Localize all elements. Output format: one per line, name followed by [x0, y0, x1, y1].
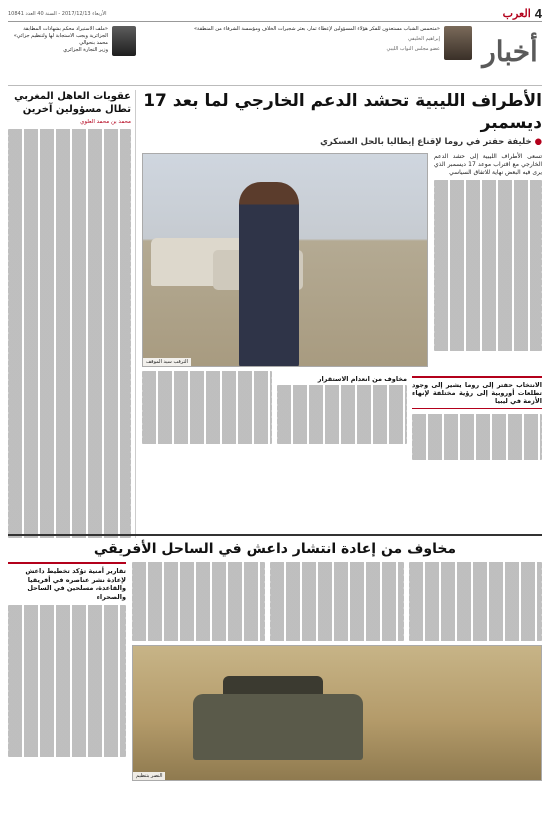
text-column: [412, 371, 542, 460]
newspaper-logo: العرب: [502, 7, 531, 20]
bullet-icon: ●: [534, 137, 542, 147]
vehicle-shape: [193, 694, 363, 760]
story2-body: [8, 562, 542, 781]
text-column: [409, 562, 542, 641]
side-text: [8, 605, 126, 757]
story2-side: [8, 562, 126, 781]
story2-headline: مخاوف من إعادة انتشار داعش في الساحل الأفريقي: [93, 541, 457, 557]
story2-photo: [132, 645, 542, 781]
inner-heading: مخاوف من انعدام الاستقرار: [317, 375, 407, 383]
right-story: [8, 90, 136, 538]
dateline: الأربعاء 2017/12/13 - السنة 40 العدد 10841: [8, 10, 107, 17]
lead-intro: تسعى الأطراف الليبية إلى حشد الدعم الخارجي مع اقتراب موعد 17 ديسمبر الذي يرى فيه البعض نهاية للاتفاق السياسي: [434, 153, 542, 176]
page-number: 4: [534, 6, 542, 21]
photo-caption: الترقب سيد الموقف: [143, 358, 191, 366]
teaser-left: [142, 26, 472, 60]
teaser-right: [8, 26, 136, 56]
lead-subhead: ●خليفة حفتر في روما لإقناع إيطاليا بالحل العسكري: [320, 137, 542, 147]
soldier-figure: [239, 182, 299, 367]
teaser-quote: «ملف الاستيراد محكم بشهادات المطابقة الجزائرية ويجب الاستجابة لها ولتنظيم جزائي»: [13, 26, 108, 39]
lead-intro-column: [434, 153, 542, 367]
pull-quote: الانتخاب حفتر إلى روما يشير إلى وجود تطلعات أوروبية إلى رؤية مختلفة لإنهاء الأزمة في ليبيا: [412, 376, 542, 409]
masthead-bar: [8, 6, 542, 22]
right-text: [8, 129, 131, 538]
lead-story: [142, 90, 542, 538]
lead-body: [142, 153, 542, 367]
person-photo: [444, 26, 472, 60]
teaser-role: وزير التجارة الجزائري: [63, 47, 108, 53]
text-column: [132, 562, 265, 641]
lead-headline: الأطراف الليبية تحشد الدعم الخارجي لما بعد 17 ديسمبر: [143, 91, 542, 133]
lead-photo: [142, 153, 428, 367]
second-story: [8, 534, 542, 781]
main-grid: [8, 86, 542, 538]
lead-media: [142, 153, 428, 367]
story2-columns: [132, 562, 542, 641]
right-headline: عقوبات العاهل المغربي تطال مسؤولين آخرين: [14, 91, 131, 115]
section-header: [8, 22, 542, 86]
masthead-brand: [503, 6, 542, 21]
lead-columns: [142, 371, 542, 460]
story2-main: [132, 562, 542, 781]
teaser-role: عضو مجلس النواب الليبي: [386, 46, 440, 52]
lead-column-text: [434, 180, 542, 351]
text-column: [142, 371, 272, 460]
text-column: [277, 371, 407, 460]
section-title: أخبار: [482, 35, 538, 68]
teaser-name: محمد بنحوالي: [79, 40, 108, 46]
teaser-quote: «متحمس الشباب مستعدون للفكر هؤلاء المسؤولين لإعطاء ثمار، بعثر شجيرات الخلاف ومؤسسة الشرفاء من المنطقة»: [194, 26, 440, 32]
text-column: [270, 562, 403, 641]
byline: محمد بن محمد العلوي: [80, 119, 131, 125]
teaser-name: إبراهيم الخليفي: [408, 36, 440, 42]
person-photo: [112, 26, 136, 56]
highlight-box: تقارير أمنية تؤكد تخطيط داعش لإعادة نشر عناصره في أفريقيا والقاعدة، مسلحين في الساحل والصحراء: [8, 562, 126, 601]
photo-caption: النصر بتنظيم: [133, 772, 165, 780]
